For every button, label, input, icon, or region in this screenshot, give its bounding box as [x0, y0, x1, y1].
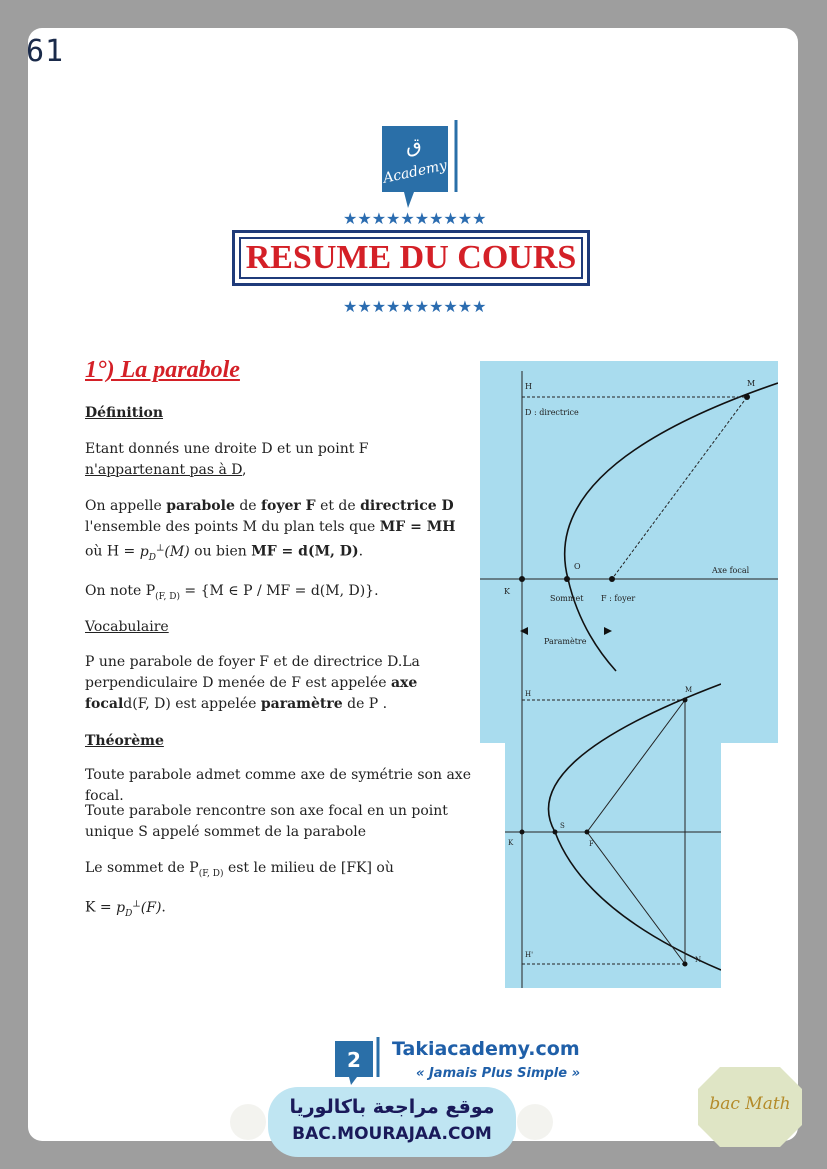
bacmath-text: bac Math	[709, 1094, 791, 1114]
fig1-label-axe-focal: Axe focal	[712, 566, 750, 575]
theoreme-paragraph-1: Toute parabole admet comme axe de symétrie son axe focal.	[85, 767, 471, 804]
banner-title: RESUME DU COURS	[245, 239, 577, 276]
fig2-label-S: S	[560, 822, 565, 830]
definition-paragraph-2: On appelle parabole de foyer F et de directrice D l'ensemble des points M du plan tels que MF = MH où $H = p_D^\perp(M)$ ou bien MF = d(M, D).	[85, 498, 456, 563]
footer-arabic-text: موقع مراجعة باكالوريا	[289, 1096, 495, 1118]
fig1-label-parametre: Paramètre	[544, 637, 587, 646]
fig1-label-M: M	[747, 379, 756, 388]
fig2-label-K: K	[508, 839, 514, 847]
fig2-label-N: N	[695, 956, 702, 964]
vocabulaire-heading: Vocabulaire	[85, 619, 169, 635]
vocabulaire-paragraph: P une parabole de foyer F et de directrice D.La perpendiculaire D menée de F est appelée axe focald(F, D) est appelée paramètre de P .	[85, 654, 420, 712]
fig1-label-sommet: Sommet	[550, 594, 584, 603]
fig1-label-H: H	[525, 382, 532, 391]
section-title: 1°) La parabole	[85, 357, 240, 383]
fig1-label-foyer: F : foyer	[601, 594, 636, 603]
definition-heading: Définition	[85, 405, 164, 421]
footer-domain-text[interactable]: BAC.MOURAJAA.COM	[292, 1124, 492, 1144]
fig2-label-H: H	[525, 690, 532, 698]
fig2-label-F: F	[589, 840, 594, 848]
theoreme-paragraph-2: Toute parabole rencontre son axe focal en un point unique S appelé sommet de la parabole	[85, 803, 448, 840]
stars-top: ★★★★★★★★★★	[343, 209, 487, 228]
footer-right-emblem	[517, 1104, 553, 1140]
title-banner	[232, 230, 590, 286]
parabola-figure-2	[505, 682, 721, 988]
footer-left-emblem	[230, 1104, 266, 1140]
svg-text:Academy: Academy	[381, 157, 449, 187]
definition-notation: On note $P_{(F, D)} = \{M$ ∈ P / MF = d(M, D)}.	[85, 583, 379, 602]
svg-text:ق: ق	[406, 133, 422, 157]
fig2-label-Hprime: H'	[525, 951, 534, 959]
theoreme-paragraph-4: $K = p_D^\perp(F)$.	[85, 899, 166, 919]
fig1-label-O: O	[574, 562, 581, 571]
stars-bottom: ★★★★★★★★★★	[343, 297, 487, 316]
projection-formula-M: $p_D^\perp(M)$	[139, 543, 190, 563]
fig2-label-M: M	[685, 686, 693, 694]
footer-tagline: « Jamais Plus Simple »	[416, 1066, 581, 1081]
projection-formula-F: $p_D^\perp(F)$	[116, 899, 162, 919]
theoreme-heading: Théorème	[85, 733, 164, 749]
page-number: 61	[26, 34, 65, 69]
page-badge	[335, 1037, 381, 1085]
definition-paragraph-1: Etant donnés une droite D et un point F n'appartenant pas à D,	[85, 441, 369, 478]
svg-text:2: 2	[347, 1048, 361, 1072]
fig1-label-directrice: D : directrice	[525, 408, 579, 417]
theoreme-paragraph-3: Le sommet de $P_{(F, D)}$ est le milieu de [FK] où	[85, 860, 394, 879]
footer-site-link[interactable]: Takiacademy.com	[392, 1038, 580, 1060]
fig1-label-K: K	[504, 587, 510, 596]
academy-logo	[380, 118, 460, 210]
